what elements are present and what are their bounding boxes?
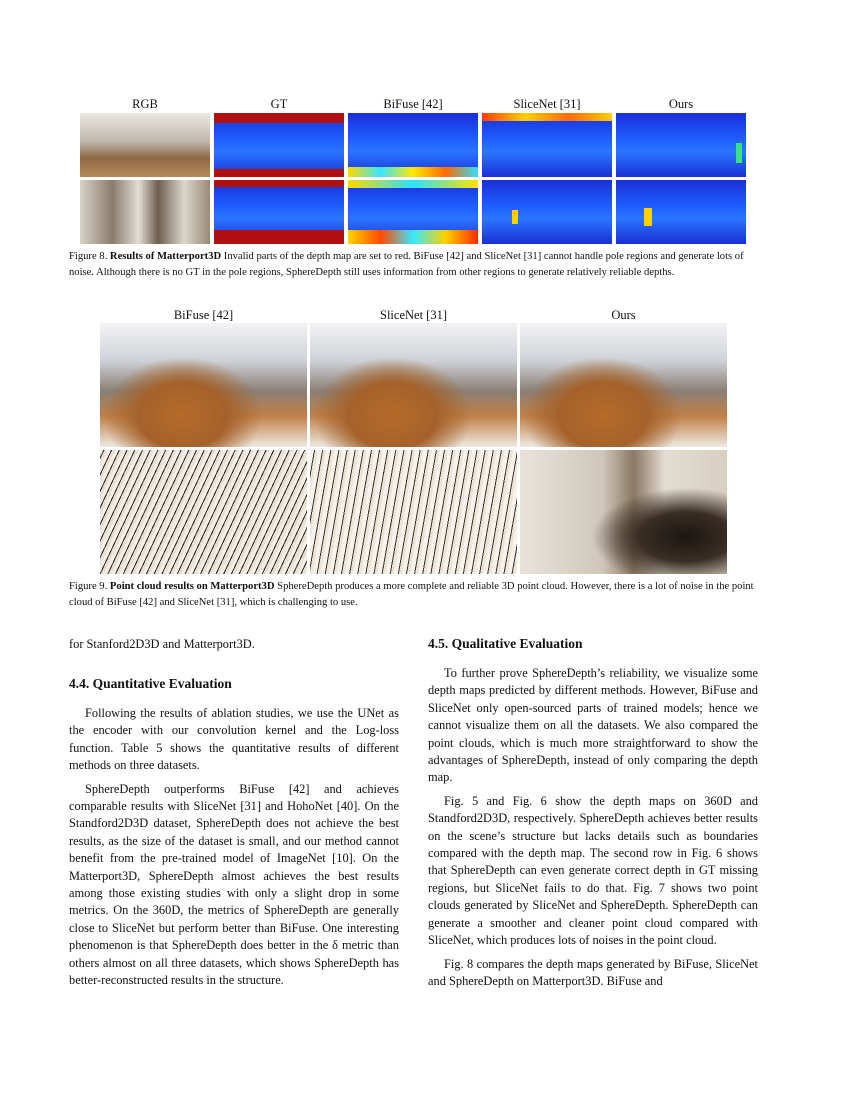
fig8-rgb-image-2 <box>80 180 210 244</box>
fig9-col-slicenet: SliceNet [31] <box>380 308 447 322</box>
right-paragraph-1: To further prove SphereDepth’s reliability, we visualize some depth maps predicted by different methods. However, BiFuse and SliceNet only open-sourced parts of trained models; hence we cannot visualize them on all the datasets. We also compared the point clouds, which is much more straightforward to show the advantages of SphereDepth, instead of only comparing the depth map. <box>428 666 758 785</box>
left-column-body <box>69 705 399 996</box>
section-4-4-title: 4.4. Quantitative Evaluation <box>69 676 232 691</box>
fig8-slicenet-depth-1 <box>482 113 612 177</box>
fig9-slicenet-pointcloud-1 <box>310 323 517 447</box>
fig8-ours-depth-2 <box>616 180 746 244</box>
right-paragraph-2: Fig. 5 and Fig. 6 show the depth maps on 360D and Standford2D3D, respectively. SphereDepth achieves better results on the scene’s structure but lacks details such as boundaries compared with the depth map. The second row in Fig. 6 shows that SphereDepth can even generate correct depth in GT missing regions, but SliceNet fails to do that. Fig. 7 shows two point clouds generated by SliceNet and SphereDepth. SphereDepth can generate a smoother and cleaner point cloud compared with SliceNet, which produces lots of noises in the point cloud. <box>428 793 758 948</box>
fig8-col-gt: GT <box>270 97 288 111</box>
fig8-rgb-image-1 <box>80 113 210 177</box>
fig9-bifuse-pointcloud-1 <box>100 323 307 447</box>
fig8-bifuse-depth-1 <box>348 113 478 177</box>
section-4-5-title: 4.5. Qualitative Evaluation <box>428 636 583 651</box>
fig8-caption-title: Results of Matterport3D <box>109 251 222 262</box>
fig9-col-bifuse: BiFuse [42] <box>173 308 234 322</box>
fig9-ours-pointcloud-1 <box>520 323 727 447</box>
fig9-slicenet-pointcloud-2 <box>310 450 517 574</box>
fig8-gt-depth-2 <box>214 180 344 244</box>
left-lead-text: for Stanford2D3D and Matterport3D. <box>69 637 255 651</box>
left-paragraph-1: Following the results of ablation studies, we use the UNet as the encoder with our convolution kernel and the Log-loss function. Table 5 shows the quantitative results of different methods on three datasets. <box>69 706 399 773</box>
fig8-col-bifuse: BiFuse [42] <box>383 97 443 111</box>
fig8-gt-depth-1 <box>214 113 344 177</box>
fig9-col-ours: Ours <box>611 308 636 322</box>
fig9-bifuse-pointcloud-2 <box>100 450 307 574</box>
fig8-caption-prefix: Figure 8. <box>69 251 108 262</box>
fig8-col-ours: Ours <box>668 97 694 111</box>
fig8-slicenet-depth-2 <box>482 180 612 244</box>
fig9-ours-pointcloud-2 <box>520 450 727 574</box>
right-column-body <box>428 665 758 996</box>
fig9-caption <box>69 579 757 610</box>
fig9-caption-prefix: Figure 9. <box>69 581 108 592</box>
fig8-col-rgb: RGB <box>132 97 158 111</box>
left-paragraph-2: SphereDepth outperforms BiFuse [42] and achieves comparable results with SliceNet [31] and HohoNet [40]. On the Standford2D3D dataset, SphereDepth does not achieve the best results, as the size of the dataset is small, and our method cannot benefit from the pre-trained model of ImageNet [10]. On the Matterport3D, SphereDepth almost achieves the best results among those existing studies with only a slight drop in some metrics. On the 360D, the metrics of SphereDepth are generally close to SliceNet but perform better than BiFuse. One interesting phenomenon is that SphereDepth does better in the δ metric than others almost on all three datasets, which shows SphereDepth has better-reconstructed results in the structure. <box>69 781 399 988</box>
fig8-ours-depth-1 <box>616 113 746 177</box>
left-column <box>69 636 399 675</box>
fig9-caption-text: SphereDepth produces a more complete and reliable 3D point cloud. However, there is a lot of noise in the point cloud of BiFuse [42] and SliceNet [31], which is challenging to use. <box>69 581 754 608</box>
right-paragraph-3: Fig. 8 compares the depth maps generated by BiFuse, SliceNet and SphereDepth on Matterport3D. BiFuse and <box>428 956 758 988</box>
fig8-caption-text: Invalid parts of the depth map are set to red. BiFuse [42] and SliceNet [31] cannot handle pole regions and generate lots of noise. Although there is no GT in the pole regions, SphereDepth still uses information from other regions to generate relatively reliable depths. <box>69 251 744 278</box>
fig8-caption <box>69 249 757 280</box>
fig9-caption-title: Point cloud results on Matterport3D <box>109 581 275 592</box>
fig8-bifuse-depth-2 <box>348 180 478 244</box>
fig8-col-slicenet: SliceNet [31] <box>513 97 581 111</box>
